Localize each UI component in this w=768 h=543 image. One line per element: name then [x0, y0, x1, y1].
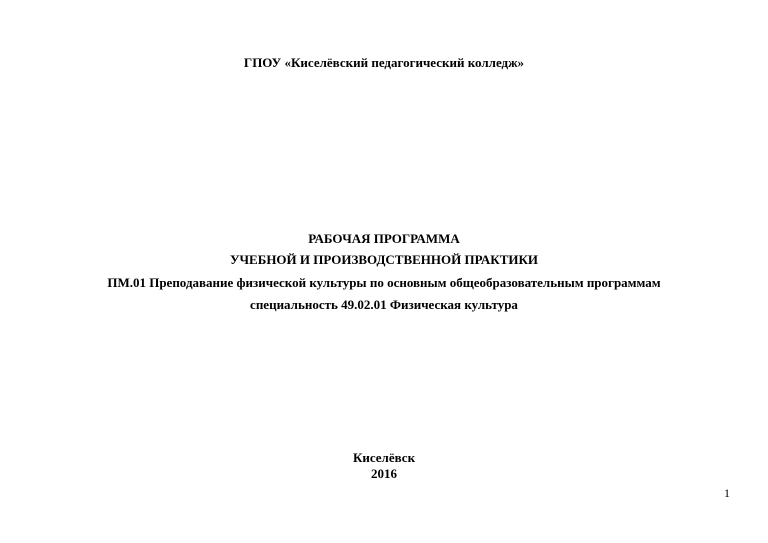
city-name: Киселёвск [352, 450, 416, 465]
page-number: 1 [724, 486, 730, 500]
institution-name: ГПОУ «Киселёвский педагогический колледж» [243, 55, 525, 70]
program-module: ПМ.01 Преподавание физической культуры по основным общеобразовательным программам [107, 275, 661, 290]
program-specialty: специальность 49.02.01 Физическая культура [250, 297, 518, 312]
program-title: РАБОЧАЯ ПРОГРАММА [308, 231, 460, 246]
program-subtitle: УЧЕБНОЙ И ПРОИЗВОДСТВЕННОЙ ПРАКТИКИ [229, 252, 539, 267]
document-year: 2016 [371, 466, 397, 481]
